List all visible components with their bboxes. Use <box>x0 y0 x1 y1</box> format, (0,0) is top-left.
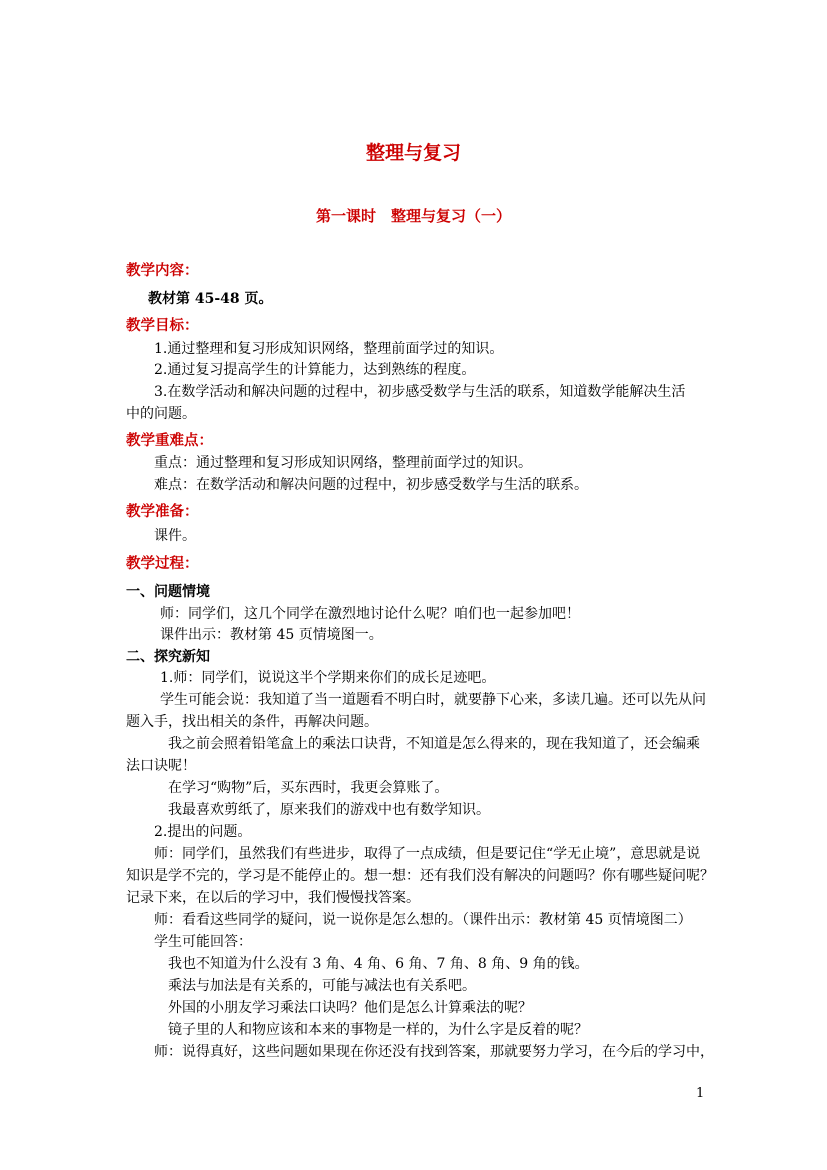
goal-line: 3.在数学活动和解决问题的过程中，初步感受数学与生活的联系，知道数学能解决生活 <box>154 384 686 400</box>
body-line: 我之前会照着铅笔盒上的乘法口诀背，不知道是怎么得来的，现在我知道了，还会编乘 <box>168 736 700 752</box>
body-line: 知识是学不完的，学习是不能停止的。想一想：还有我们没有解决的问题吗？你有哪些疑问呢？ <box>126 868 714 884</box>
keypoints-heading: 教学重难点： <box>126 432 213 449</box>
body-line: 师：看看这些同学的疑问，说一说你是怎么想的。（课件出示：教材第 45 页情境图二） <box>154 912 692 928</box>
body-line: 记录下来，在以后的学习中，我们慢慢找答案。 <box>126 890 420 906</box>
body-line: 我也不知道为什么没有 3 角、4 角、6 角、7 角、8 角、9 角的钱。 <box>168 956 589 972</box>
body-line: 学生可能会说：我知道了当一道题看不明白时，就要静下心来，多读几遍。还可以先从问 <box>160 692 706 708</box>
body-line: 我最喜欢剪纸了，原来我们的游戏中也有数学知识。 <box>168 802 490 818</box>
body-line: 法口诀呢！ <box>126 758 196 774</box>
body-line: 1.师：同学们，说说这半个学期来你们的成长足迹吧。 <box>160 670 496 686</box>
body-line: 课件出示：教材第 45 页情境图一。 <box>160 627 383 643</box>
body-line: 师：说得真好，这些问题如果现在你还没有找到答案，那就要努力学习，在今后的学习中， <box>154 1044 714 1060</box>
body-line: 师：同学们，虽然我们有些进步，取得了一点成绩，但是要记住“学无止境”，意思就是说 <box>154 846 701 862</box>
keypoint-line: 重点：通过整理和复习形成知识网络，整理前面学过的知识。 <box>154 455 532 471</box>
lesson-subtitle: 第一课时 整理与复习（一） <box>315 207 511 225</box>
content-text: 教材第 45-48 页。 <box>148 291 273 307</box>
goals-heading: 教学目标： <box>126 317 199 334</box>
body-line: 外国的小朋友学习乘法口诀吗？他们是怎么计算乘法的呢？ <box>168 1000 532 1016</box>
body-line: 2.提出的问题。 <box>154 824 252 840</box>
page-number: 1 <box>696 1086 705 1101</box>
goal-line: 2.通过复习提高学生的计算能力，达到熟练的程度。 <box>154 362 476 378</box>
section-heading: 二、探究新知 <box>126 649 210 665</box>
goal-line: 中的问题。 <box>126 406 196 422</box>
page-title: 整理与复习 <box>365 142 461 164</box>
body-line: 镜子里的人和物应该和本来的事物是一样的，为什么字是反着的呢？ <box>168 1022 588 1038</box>
section-heading: 一、问题情境 <box>126 584 210 600</box>
body-line: 学生可能回答： <box>154 934 252 950</box>
keypoint-line: 难点：在数学活动和解决问题的过程中，初步感受数学与生活的联系。 <box>154 477 588 493</box>
body-line: 题入手，找出相关的条件，再解决问题。 <box>126 714 378 730</box>
prep-heading: 教学准备： <box>126 503 199 520</box>
content-heading: 教学内容： <box>126 262 199 279</box>
prep-text: 课件。 <box>154 528 196 544</box>
process-heading: 教学过程： <box>126 555 199 572</box>
body-line: 师：同学们，这几个同学在激烈地讨论什么呢？咱们也一起参加吧！ <box>160 606 580 622</box>
goal-line: 1.通过整理和复习形成知识网络，整理前面学过的知识。 <box>154 341 504 357</box>
body-line: 乘法与加法是有关系的，可能与减法也有关系吧。 <box>168 978 476 994</box>
body-line: 在学习“购物”后，买东西时，我更会算账了。 <box>168 780 449 796</box>
